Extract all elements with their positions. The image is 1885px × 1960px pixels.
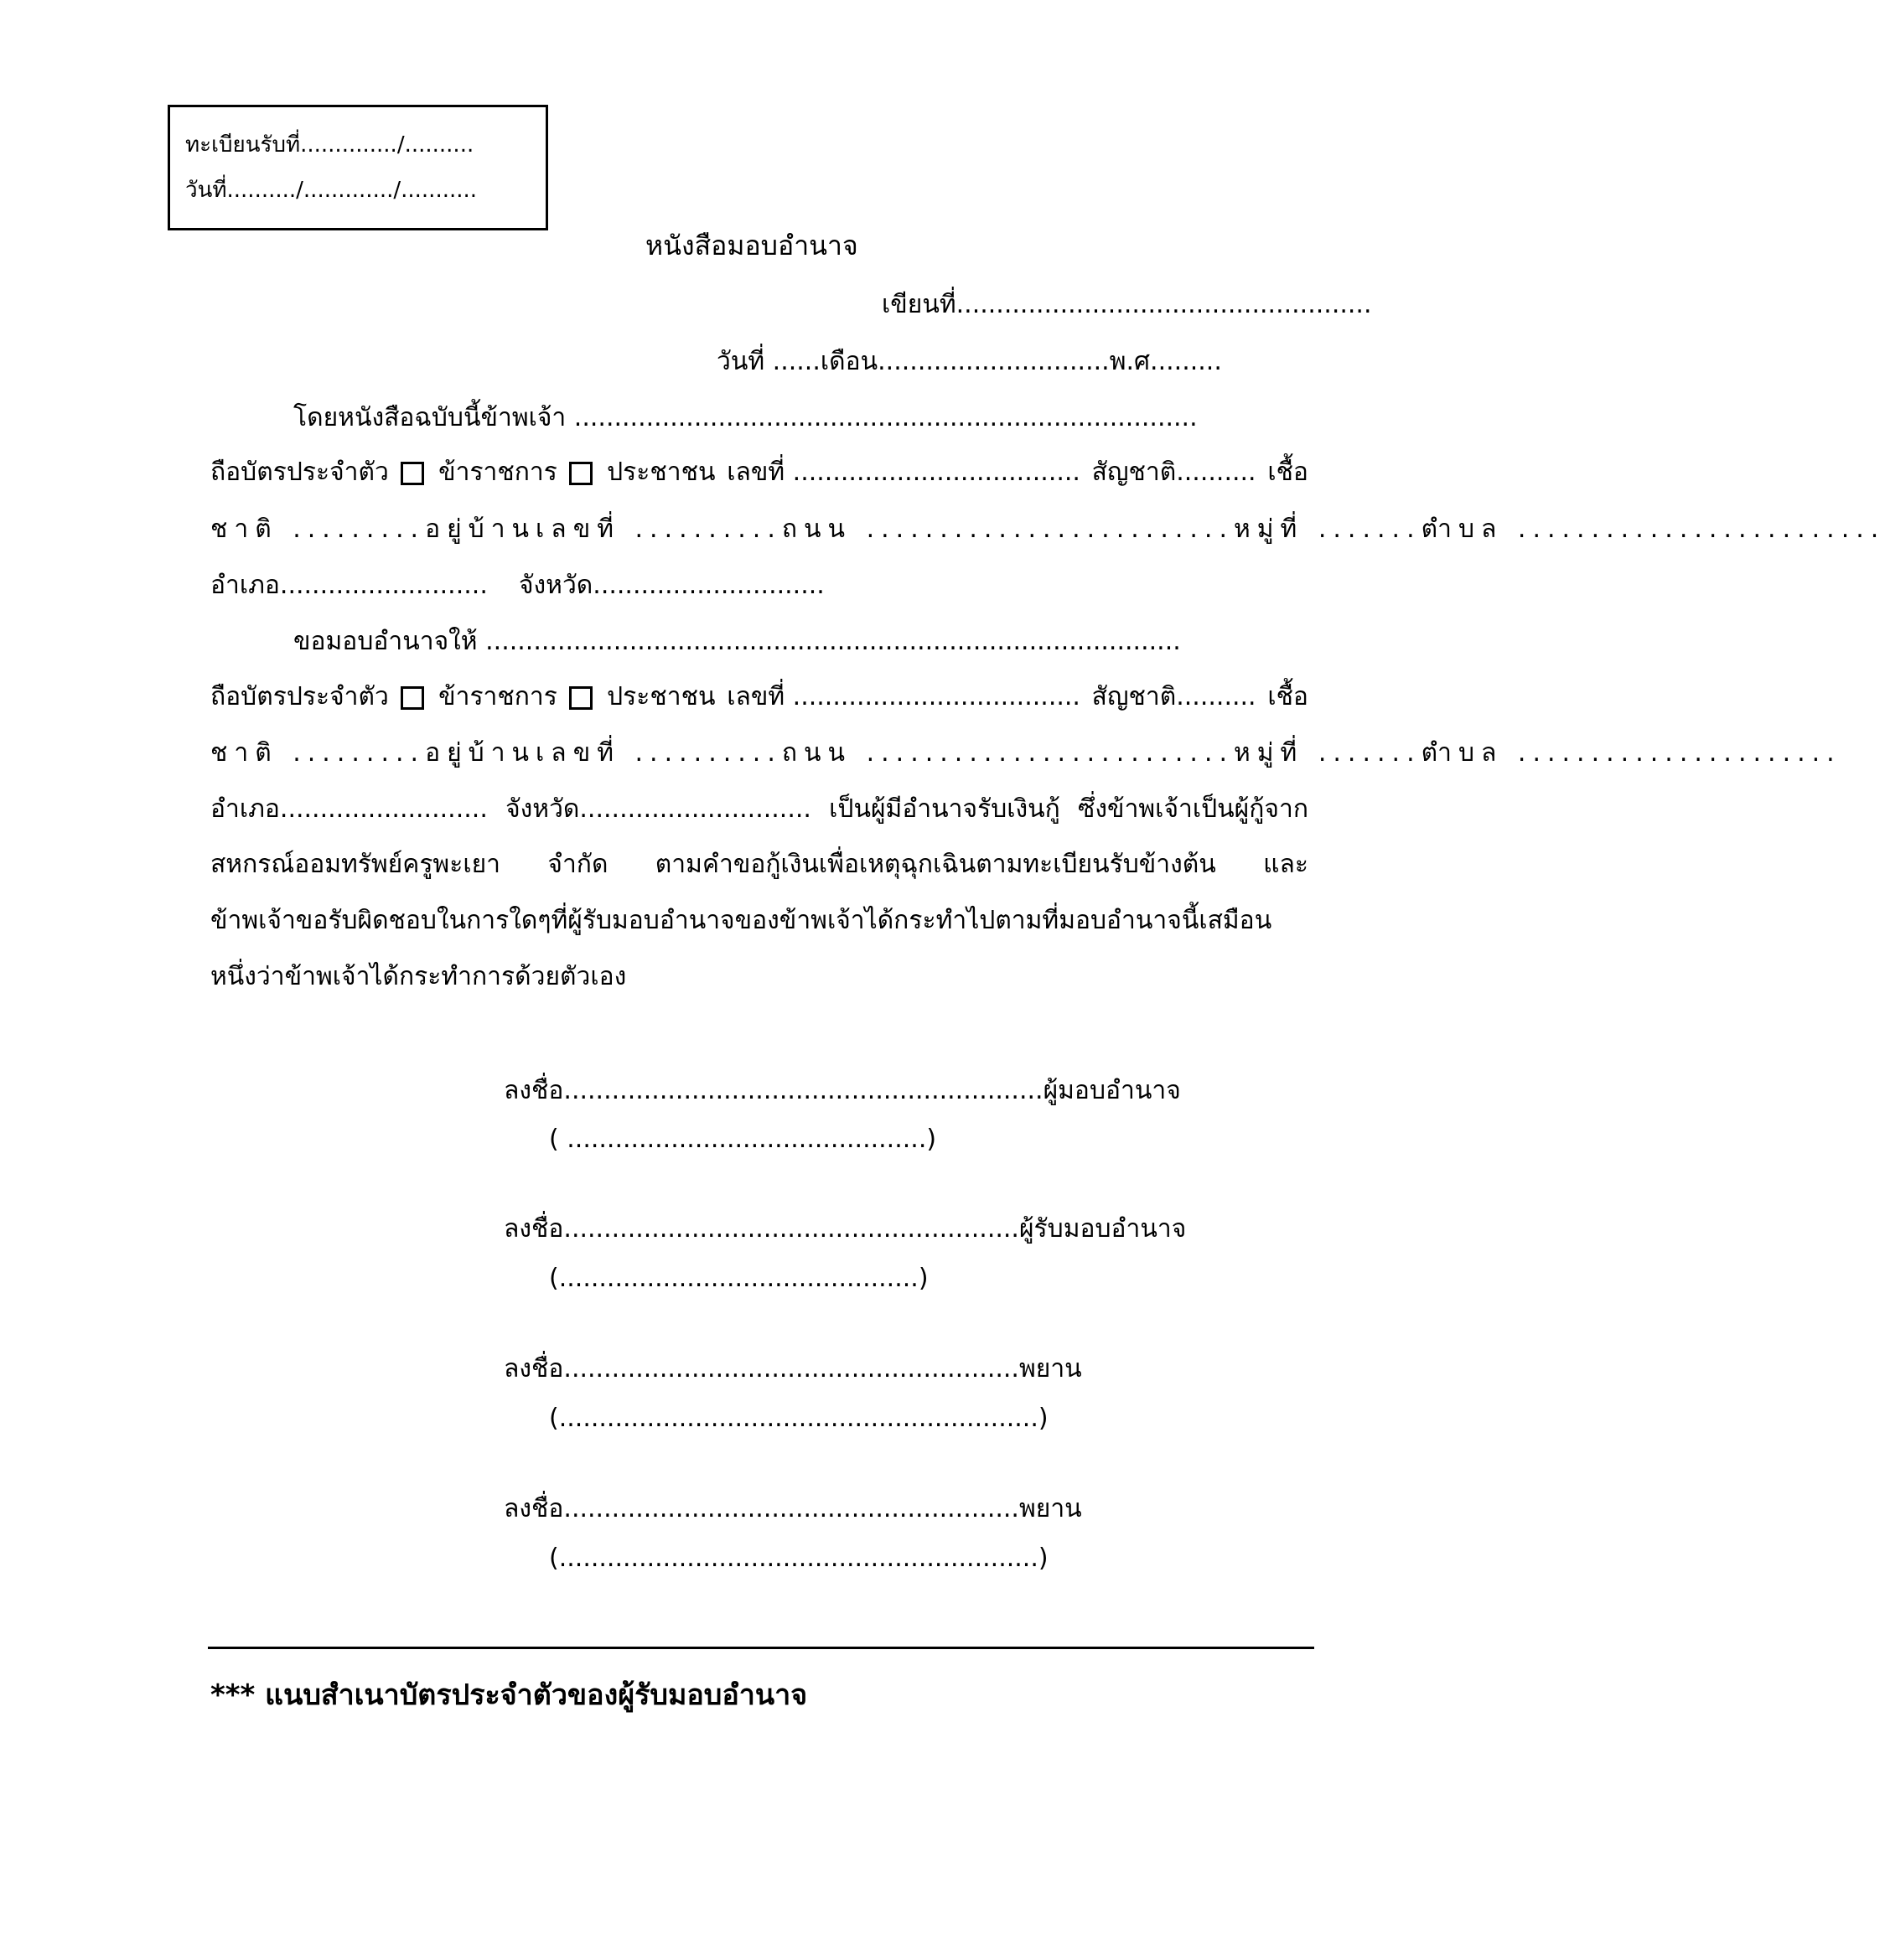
grantor-gov-label: ข้าราชการ [438, 458, 557, 487]
date-line: วันที่ ......เดือน.............................พ.ศ......... [717, 347, 1222, 376]
body-line-2: ข้าพเจ้าขอรับผิดชอบในการใดๆที่ผู้รับมอบอำนาจของข้าพเจ้าได้กระทำไปตามที่มอบอำนาจนี้เสมือน [210, 906, 1272, 935]
body-word: สหกรณ์ออมทรัพย์ครูพะเยา [210, 850, 500, 879]
grantee-house-no: อยู่บ้านเลขที่ .......... [425, 738, 782, 768]
written-at: เขียนที่.................................................... [882, 290, 1372, 319]
body-line-3: หนึ่งว่าข้าพเจ้าได้กระทำการด้วยตัวเอง [210, 962, 627, 991]
grantor-id-line [210, 453, 1308, 492]
grantor-nationality: สัญชาติ.......... [1091, 458, 1256, 487]
checkbox-citizen-icon [569, 462, 593, 485]
body-word: และ [1263, 850, 1308, 879]
grantor-race-suffix: ชาติ ......... [210, 515, 426, 544]
grantee-race-prefix: เชื้อ [1267, 682, 1308, 711]
grantor-moo: หมู่ที่ ....... [1234, 515, 1422, 544]
signature-grantor-name: ( .............................................) [549, 1125, 937, 1154]
grantee-id-label: ถือบัตรประจำตัว [210, 682, 389, 711]
grantee-province: จังหวัด............................. [505, 794, 811, 824]
checkbox-gov-icon [401, 686, 424, 710]
grantor-province: จังหวัด............................. [518, 571, 825, 600]
grantee-borrower-clause: ซึ่งข้าพเจ้าเป็นผู้กู้จาก [1078, 794, 1308, 824]
grantee-intro: ขอมอบอำนาจให้ ....................................................................................... [293, 627, 1181, 656]
grantor-id-label: ถือบัตรประจำตัว [210, 458, 389, 487]
grantor-address-line [210, 509, 1885, 549]
grantor-road: ถนน ......................... [781, 515, 1234, 544]
grantor-citizen-label: ประชาชน [607, 458, 716, 487]
body-line-1 [210, 845, 1308, 884]
signature-witness-2: ลงชื่อ.........................................................พยาน [504, 1494, 1082, 1523]
grantee-nationality: สัญชาติ.......... [1091, 682, 1256, 711]
signature-witness-1-name: (............................................................) [549, 1404, 1049, 1433]
signature-grantee: ลงชื่อ.........................................................ผู้รับมอบอำนาจ [504, 1214, 1187, 1244]
grantee-race-suffix: ชาติ ......... [210, 738, 426, 768]
body-word: จำกัด [547, 850, 608, 879]
grantor-race-prefix: เชื้อ [1267, 458, 1308, 487]
signature-witness-1: ลงชื่อ.........................................................พยาน [504, 1354, 1082, 1383]
grantee-option-gov [401, 677, 557, 716]
grantee-address-line [210, 733, 1841, 773]
grantor-amphoe: อำเภอ.......................... [210, 571, 488, 600]
grantee-id-line [210, 677, 1308, 716]
grantee-moo: หมู่ที่ ....... [1234, 738, 1422, 768]
grantee-option-citizen [569, 677, 716, 716]
checkbox-gov-icon [401, 462, 424, 485]
grantor-intro: โดยหนังสือฉบับนี้ข้าพเจ้า .............................................................................. [293, 403, 1198, 432]
body-word: ตามคำขอกู้เงินเพื่อเหตุฉุกเฉินตามทะเบียนรับข้างต้น [655, 850, 1216, 879]
grantor-option-gov [401, 453, 557, 492]
registry-date: วันที่........../............./........... [185, 178, 478, 203]
grantee-road: ถนน ......................... [781, 738, 1234, 768]
signature-grantee-name: (.............................................) [549, 1264, 929, 1293]
registry-number: ทะเบียนรับที่............../.......... [185, 132, 474, 158]
document-title: หนังสือมอบอำนาจ [645, 230, 858, 261]
registry-box [168, 105, 548, 230]
signature-witness-2-name: (............................................................) [549, 1544, 1049, 1573]
divider-line [208, 1647, 1314, 1649]
grantor-id-number: เลขที่ .................................... [727, 458, 1080, 487]
grantor-option-citizen [569, 453, 716, 492]
grantor-tambon: ตำบล ......................... [1421, 515, 1885, 544]
signature-grantor: ลงชื่อ............................................................ผู้มอบอำนาจ [504, 1076, 1181, 1105]
grantee-id-number: เลขที่ .................................... [727, 682, 1080, 711]
grantee-gov-label: ข้าราชการ [438, 682, 557, 711]
grantee-citizen-label: ประชาชน [607, 682, 716, 711]
grantee-amphoe: อำเภอ.......................... [210, 794, 488, 824]
grantor-house-no: อยู่บ้านเลขที่ .......... [425, 515, 782, 544]
grantee-tambon: ตำบล ...................... [1421, 738, 1841, 768]
grantor-district-line [210, 566, 825, 605]
grantee-district-line [210, 789, 1308, 829]
grantee-authority: เป็นผู้มีอำนาจรับเงินกู้ [829, 794, 1060, 824]
attachment-note: *** แนบสำเนาบัตรประจำตัวของผู้รับมอบอำนาจ [210, 1678, 808, 1712]
checkbox-citizen-icon [569, 686, 593, 710]
